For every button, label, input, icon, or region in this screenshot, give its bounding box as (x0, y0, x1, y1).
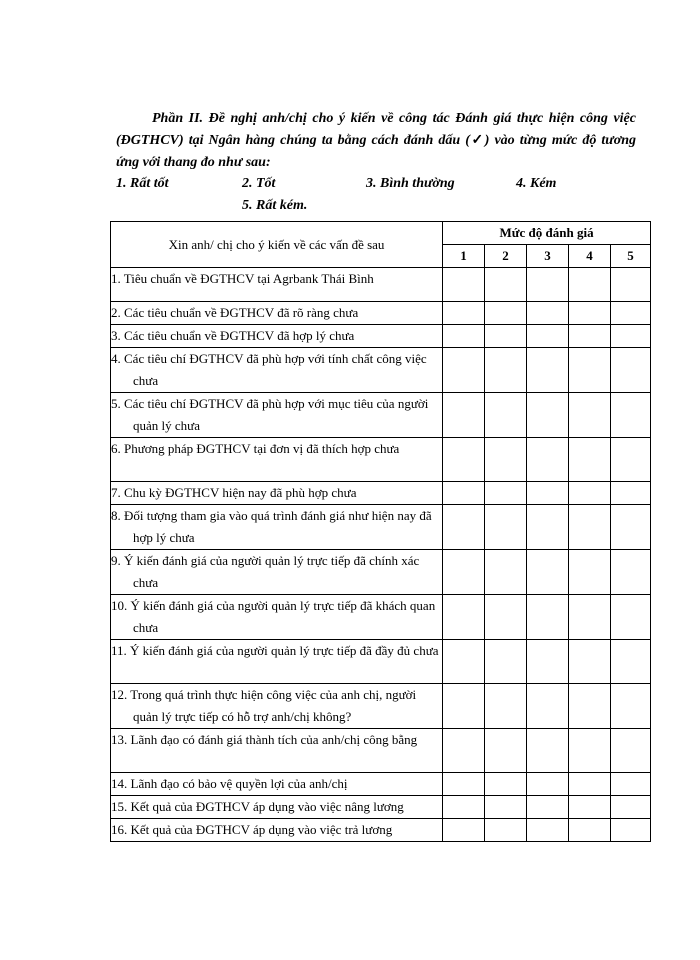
rating-cell-2[interactable] (485, 505, 527, 550)
table-row (111, 438, 651, 482)
rating-cell-4[interactable] (569, 819, 611, 842)
rating-cell-4[interactable] (569, 482, 611, 505)
rating-cell-5[interactable] (611, 348, 651, 393)
rating-cell-4[interactable] (569, 684, 611, 729)
rating-cell-1[interactable] (443, 773, 485, 796)
question-cell (111, 796, 443, 819)
rating-cell-5[interactable] (611, 640, 651, 684)
rating-cell-1[interactable] (443, 595, 485, 640)
question-cell (111, 640, 443, 684)
rating-cell-2[interactable] (485, 268, 527, 302)
rating-cell-1[interactable] (443, 325, 485, 348)
question-text: 4. Các tiêu chí ĐGTHCV đã phù hợp với tính chất công việc chưa (111, 351, 427, 388)
scale-item-1: 1. Rất tốt (116, 176, 169, 191)
question-text: 1. Tiêu chuẩn về ĐGTHCV tại Agrbank Thái Bình (111, 271, 374, 286)
question-cell (111, 302, 443, 325)
rating-cell-3[interactable] (527, 773, 569, 796)
question-cell (111, 595, 443, 640)
question-cell (111, 684, 443, 729)
table-row (111, 348, 651, 393)
check-mark: ✓ (469, 133, 485, 148)
rating-cell-2[interactable] (485, 729, 527, 773)
question-cell (111, 268, 443, 302)
table-row (111, 595, 651, 640)
rating-cell-4[interactable] (569, 438, 611, 482)
rating-cell-5[interactable] (611, 325, 651, 348)
question-cell (111, 325, 443, 348)
rating-cell-5[interactable] (611, 773, 651, 796)
rating-cell-4[interactable] (569, 640, 611, 684)
part-label: Phần II. (152, 111, 204, 126)
level-header-5: 5 (611, 245, 651, 268)
rating-cell-3[interactable] (527, 819, 569, 842)
table-row (111, 796, 651, 819)
scale-item-4: 4. Kém (516, 176, 557, 191)
rating-cell-1[interactable] (443, 438, 485, 482)
table-row (111, 640, 651, 684)
rating-cell-3[interactable] (527, 796, 569, 819)
rating-cell-5[interactable] (611, 268, 651, 302)
rating-cell-1[interactable] (443, 640, 485, 684)
rating-cell-2[interactable] (485, 438, 527, 482)
scale-item-2: 2. Tốt (242, 176, 276, 191)
rating-cell-1[interactable] (443, 819, 485, 842)
rating-cell-2[interactable] (485, 796, 527, 819)
rating-cell-2[interactable] (485, 550, 527, 595)
question-text: 7. Chu kỳ ĐGTHCV hiện nay đã phù hợp chưa (111, 485, 357, 500)
scale-item-3: 3. Bình thường (366, 176, 455, 191)
rating-cell-4[interactable] (569, 550, 611, 595)
rating-cell-4[interactable] (569, 268, 611, 302)
scale-item-5: 5. Rất kém. (242, 198, 308, 213)
level-header-2: 2 (485, 245, 527, 268)
rating-cell-4[interactable] (569, 796, 611, 819)
table-row (111, 819, 651, 842)
rating-cell-5[interactable] (611, 438, 651, 482)
question-text: 16. Kết quả của ĐGTHCV áp dụng vào việc trả lương (111, 822, 393, 837)
question-text: 15. Kết quả của ĐGTHCV áp dụng vào việc nâng lương (111, 799, 404, 814)
table-row (111, 393, 651, 438)
rating-cell-2[interactable] (485, 595, 527, 640)
question-text: 5. Các tiêu chí ĐGTHCV đã phù hợp với mục tiêu của người quản lý chưa (111, 396, 429, 433)
rating-cell-4[interactable] (569, 393, 611, 438)
rating-cell-2[interactable] (485, 348, 527, 393)
rating-cell-5[interactable] (611, 393, 651, 438)
question-text: 10. Ý kiến đánh giá của người quản lý trực tiếp đã khách quan chưa (111, 598, 436, 635)
rating-cell-2[interactable] (485, 819, 527, 842)
rating-cell-1[interactable] (443, 505, 485, 550)
rating-cell-3[interactable] (527, 302, 569, 325)
rating-cell-2[interactable] (485, 684, 527, 729)
rating-cell-1[interactable] (443, 684, 485, 729)
rating-cell-3[interactable] (527, 595, 569, 640)
table-row (111, 268, 651, 302)
rating-cell-2[interactable] (485, 640, 527, 684)
rating-cell-3[interactable] (527, 438, 569, 482)
rating-cell-3[interactable] (527, 482, 569, 505)
rating-cell-4[interactable] (569, 505, 611, 550)
question-cell (111, 729, 443, 773)
question-cell (111, 393, 443, 438)
table-row (111, 302, 651, 325)
rating-cell-3[interactable] (527, 505, 569, 550)
question-cell (111, 482, 443, 505)
table-row (111, 729, 651, 773)
question-text: 6. Phương pháp ĐGTHCV tại đơn vị đã thích hợp chưa (111, 441, 400, 456)
level-header-3: 3 (527, 245, 569, 268)
question-cell (111, 505, 443, 550)
table-row (111, 550, 651, 595)
rating-cell-3[interactable] (527, 393, 569, 438)
question-cell (111, 348, 443, 393)
rating-cell-3[interactable] (527, 268, 569, 302)
rating-cell-2[interactable] (485, 393, 527, 438)
question-text: 2. Các tiêu chuẩn về ĐGTHCV đã rõ ràng chưa (111, 305, 359, 320)
survey-table (110, 221, 651, 842)
rating-cell-4[interactable] (569, 595, 611, 640)
table-row (111, 684, 651, 729)
question-text: 9. Ý kiến đánh giá của người quản lý trực tiếp đã chính xác chưa (111, 553, 420, 590)
rating-cell-1[interactable] (443, 302, 485, 325)
rating-cell-3[interactable] (527, 729, 569, 773)
rating-cell-1[interactable] (443, 729, 485, 773)
rating-cell-1[interactable] (443, 268, 485, 302)
rating-cell-3[interactable] (527, 325, 569, 348)
rating-cell-2[interactable] (485, 482, 527, 505)
question-cell (111, 550, 443, 595)
rating-cell-1[interactable] (443, 482, 485, 505)
rating-cell-2[interactable] (485, 325, 527, 348)
question-cell (111, 773, 443, 796)
rating-cell-5[interactable] (611, 550, 651, 595)
question-text: 12. Trong quá trình thực hiện công việc của anh chị, người quản lý trực tiếp có hỗ trợ anh/chị không? (111, 687, 417, 724)
question-text: 14. Lãnh đạo có bảo vệ quyền lợi của anh/chị (111, 776, 348, 791)
intro-text: Đề nghị anh/chị cho ý kiến về công tác Đánh giá thực hiện công việc (ĐGTHCV) tại Ngân hàng chúng ta bằng cách đánh dấu ( (116, 111, 636, 148)
rating-cell-4[interactable] (569, 325, 611, 348)
rating-cell-5[interactable] (611, 482, 651, 505)
rating-cell-5[interactable] (611, 595, 651, 640)
question-text: 8. Đối tượng tham gia vào quá trình đánh giá như hiện nay đã hợp lý chưa (111, 508, 432, 545)
rating-cell-5[interactable] (611, 729, 651, 773)
rating-cell-3[interactable] (527, 550, 569, 595)
rating-cell-1[interactable] (443, 796, 485, 819)
rating-header: Mức độ đánh giá (443, 222, 651, 245)
table-row (111, 505, 651, 550)
rating-cell-4[interactable] (569, 773, 611, 796)
question-text: 13. Lãnh đạo có đánh giá thành tích của anh/chị công bằng (111, 732, 418, 747)
rating-cell-5[interactable] (611, 684, 651, 729)
question-text: 11. Ý kiến đánh giá của người quản lý trực tiếp đã đầy đủ chưa (111, 643, 439, 658)
rating-cell-2[interactable] (485, 773, 527, 796)
intro-text-end: ) vào từng mức độ tương ứng với thang đo như sau: (116, 133, 636, 170)
level-header-1: 1 (443, 245, 485, 268)
level-header-4: 4 (569, 245, 611, 268)
question-cell (111, 438, 443, 482)
rating-cell-1[interactable] (443, 393, 485, 438)
rating-cell-1[interactable] (443, 348, 485, 393)
table-row (111, 325, 651, 348)
rating-cell-4[interactable] (569, 302, 611, 325)
rating-cell-3[interactable] (527, 348, 569, 393)
rating-cell-5[interactable] (611, 302, 651, 325)
rating-cell-1[interactable] (443, 550, 485, 595)
rating-cell-4[interactable] (569, 348, 611, 393)
question-cell (111, 819, 443, 842)
rating-cell-3[interactable] (527, 640, 569, 684)
intro-paragraph (116, 108, 636, 174)
rating-cell-2[interactable] (485, 302, 527, 325)
rating-cell-4[interactable] (569, 729, 611, 773)
rating-cell-5[interactable] (611, 796, 651, 819)
table-row (111, 482, 651, 505)
rating-cell-5[interactable] (611, 505, 651, 550)
rating-cell-5[interactable] (611, 819, 651, 842)
table-row (111, 773, 651, 796)
question-header: Xin anh/ chị cho ý kiến về các vấn đề sau (111, 222, 443, 268)
question-text: 3. Các tiêu chuẩn về ĐGTHCV đã hợp lý chưa (111, 328, 355, 343)
rating-cell-3[interactable] (527, 684, 569, 729)
